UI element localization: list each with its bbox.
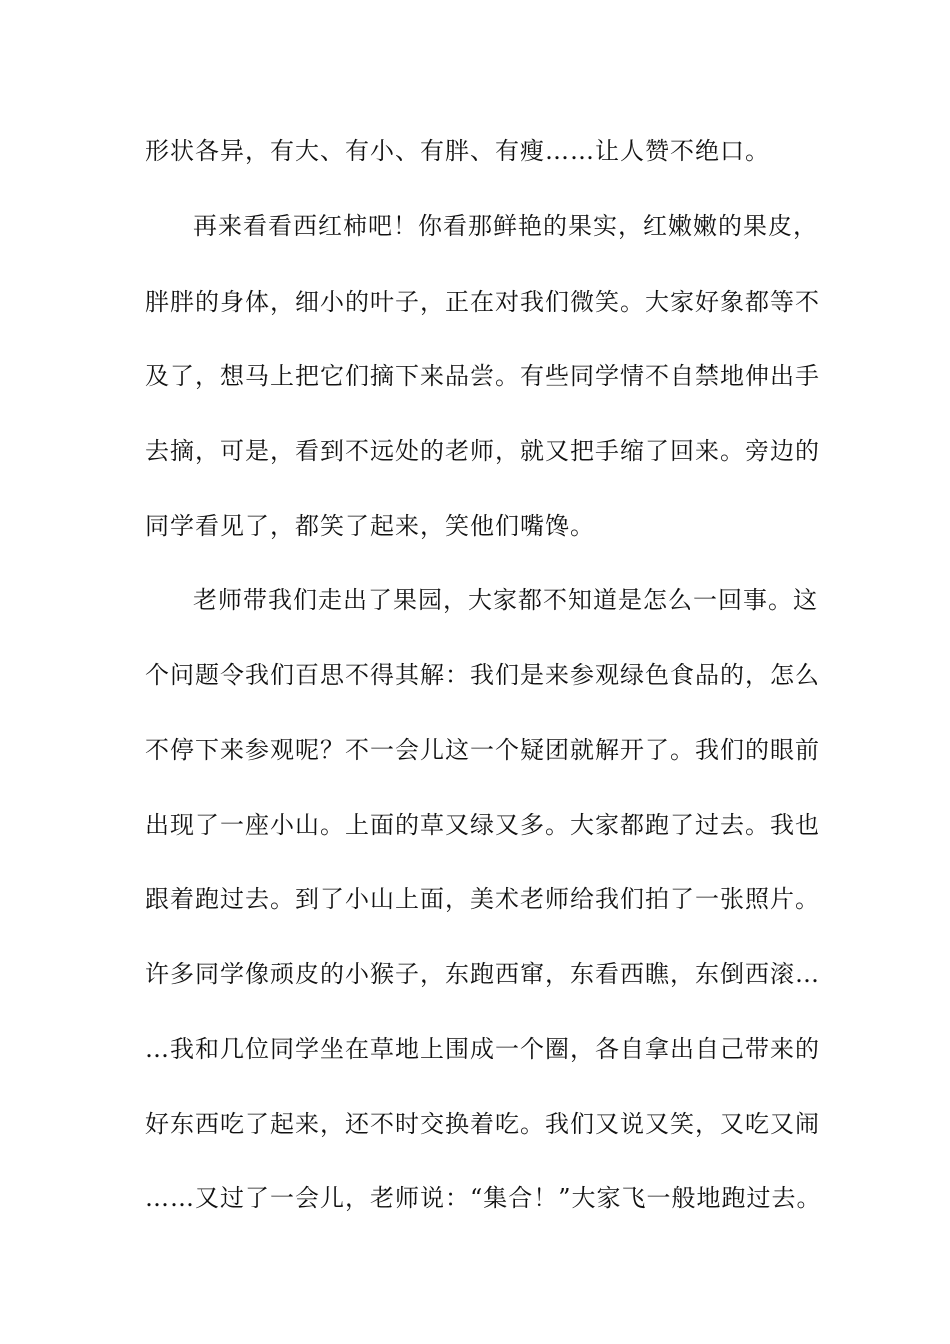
text-line: …我和几位同学坐在草地上围成一个圈，各自拿出自己带来的 xyxy=(145,1035,820,1063)
text-line: 同学看见了，都笑了起来，笑他们嘴馋。 xyxy=(145,512,595,540)
text-line: 跟着跑过去。到了小山上面，美术老师给我们拍了一张照片。 xyxy=(145,885,820,913)
text-line: 好东西吃了起来，还不时交换着吃。我们又说又笑，又吃又闹 xyxy=(145,1110,820,1138)
text-line: 及了，想马上把它们摘下来品尝。有些同学情不自禁地伸出手 xyxy=(145,362,820,390)
paragraph-start-line: 再来看看西红柿吧！你看那鲜艳的果实，红嫩嫩的果皮， xyxy=(193,212,818,240)
text-line: 个问题令我们百思不得其解：我们是来参观绿色食品的，怎么 xyxy=(145,661,820,689)
text-line: 胖胖的身体，细小的叶子，正在对我们微笑。大家好象都等不 xyxy=(145,288,820,316)
text-line: 许多同学像顽皮的小猴子，东跑西窜，东看西瞧，东倒西滚… xyxy=(145,960,820,988)
text-line: 形状各异，有大、有小、有胖、有瘦……让人赞不绝口。 xyxy=(145,137,770,165)
text-line: 出现了一座小山。上面的草又绿又多。大家都跑了过去。我也 xyxy=(145,811,820,839)
text-line: 不停下来参观呢？不一会儿这一个疑团就解开了。我们的眼前 xyxy=(145,736,820,764)
paragraph-start-line: 老师带我们走出了果园，大家都不知道是怎么一回事。这 xyxy=(193,586,818,614)
text-line: ……又过了一会儿，老师说：“集合！”大家飞一般地跑过去。 xyxy=(145,1184,822,1212)
text-line: 去摘，可是，看到不远处的老师，就又把手缩了回来。旁边的 xyxy=(145,437,820,465)
